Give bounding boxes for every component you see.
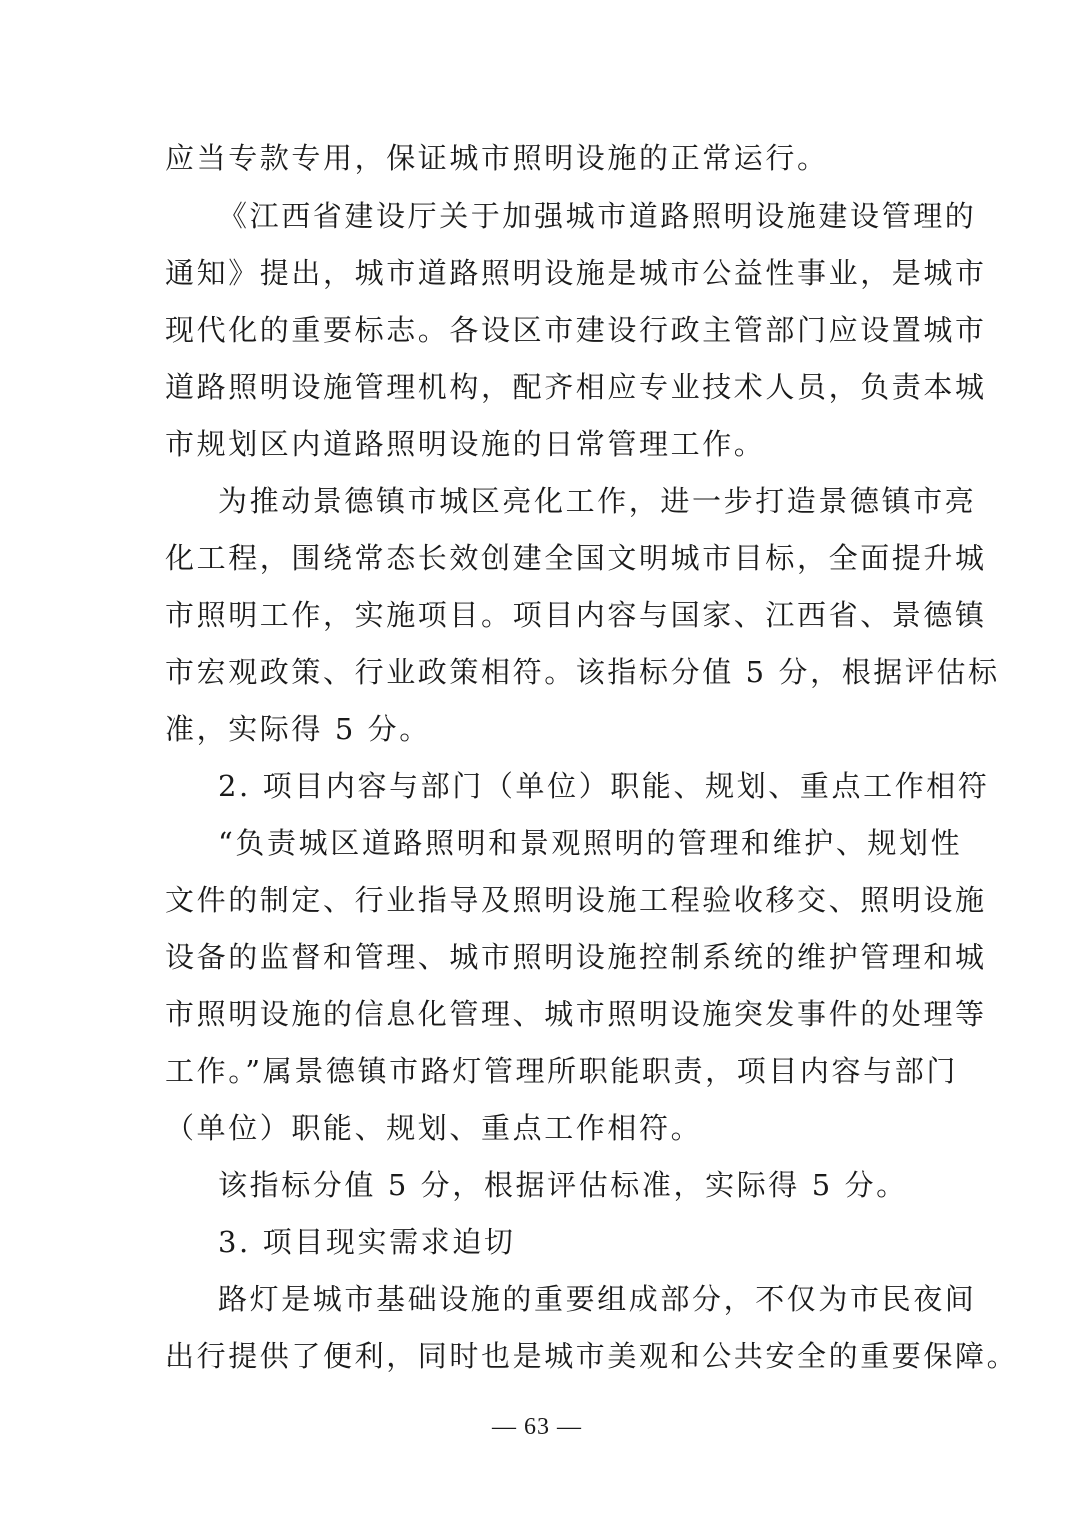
text-line: 道路照明设施管理机构，配齐相应专业技术人员，负责本城: [165, 370, 987, 404]
section-heading: 3. 项目现实需求迫切: [218, 1225, 516, 1259]
text-line: 为推动景德镇市城区亮化工作，进一步打造景德镇市亮: [218, 484, 977, 518]
text-line: （单位）职能、规划、重点工作相符。: [165, 1111, 703, 1145]
text-line: 工作。”属景德镇市路灯管理所职能职责，项目内容与部门: [165, 1054, 958, 1088]
text-line: 现代化的重要标志。各设区市建设行政主管部门应设置城市: [165, 313, 987, 347]
text-line: “负责城区道路照明和景观照明的管理和维护、规划性: [218, 826, 963, 860]
text-line: 路灯是城市基础设施的重要组成部分，不仅为市民夜间: [218, 1282, 977, 1316]
text-line: 市照明设施的信息化管理、城市照明设施突发事件的处理等: [165, 997, 987, 1031]
text-line: 设备的监督和管理、城市照明设施控制系统的维护管理和城: [165, 940, 987, 974]
text-line: 市规划区内道路照明设施的日常管理工作。: [165, 427, 766, 461]
section-heading: 2. 项目内容与部门（单位）职能、规划、重点工作相符: [218, 769, 990, 803]
text-line: 市宏观政策、行业政策相符。该指标分值 5 分，根据评估标: [165, 655, 1000, 689]
text-line: 准，实际得 5 分。: [165, 712, 431, 746]
text-line: 文件的制定、行业指导及照明设施工程验收移交、照明设施: [165, 883, 987, 917]
text-line: 出行提供了便利，同时也是城市美观和公共安全的重要保障。: [165, 1339, 1019, 1373]
text-line: 市照明工作，实施项目。项目内容与国家、江西省、景德镇: [165, 598, 987, 632]
text-line: 《江西省建设厅关于加强城市道路照明设施建设管理的: [218, 199, 977, 233]
page-number: — 63 —: [492, 1414, 582, 1440]
text-line: 通知》提出，城市道路照明设施是城市公益性事业，是城市: [165, 256, 987, 290]
text-line: 化工程，围绕常态长效创建全国文明城市目标，全面提升城: [165, 541, 987, 575]
text-line: 该指标分值 5 分，根据评估标准，实际得 5 分。: [218, 1168, 908, 1202]
text-line: 应当专款专用，保证城市照明设施的正常运行。: [165, 141, 829, 175]
